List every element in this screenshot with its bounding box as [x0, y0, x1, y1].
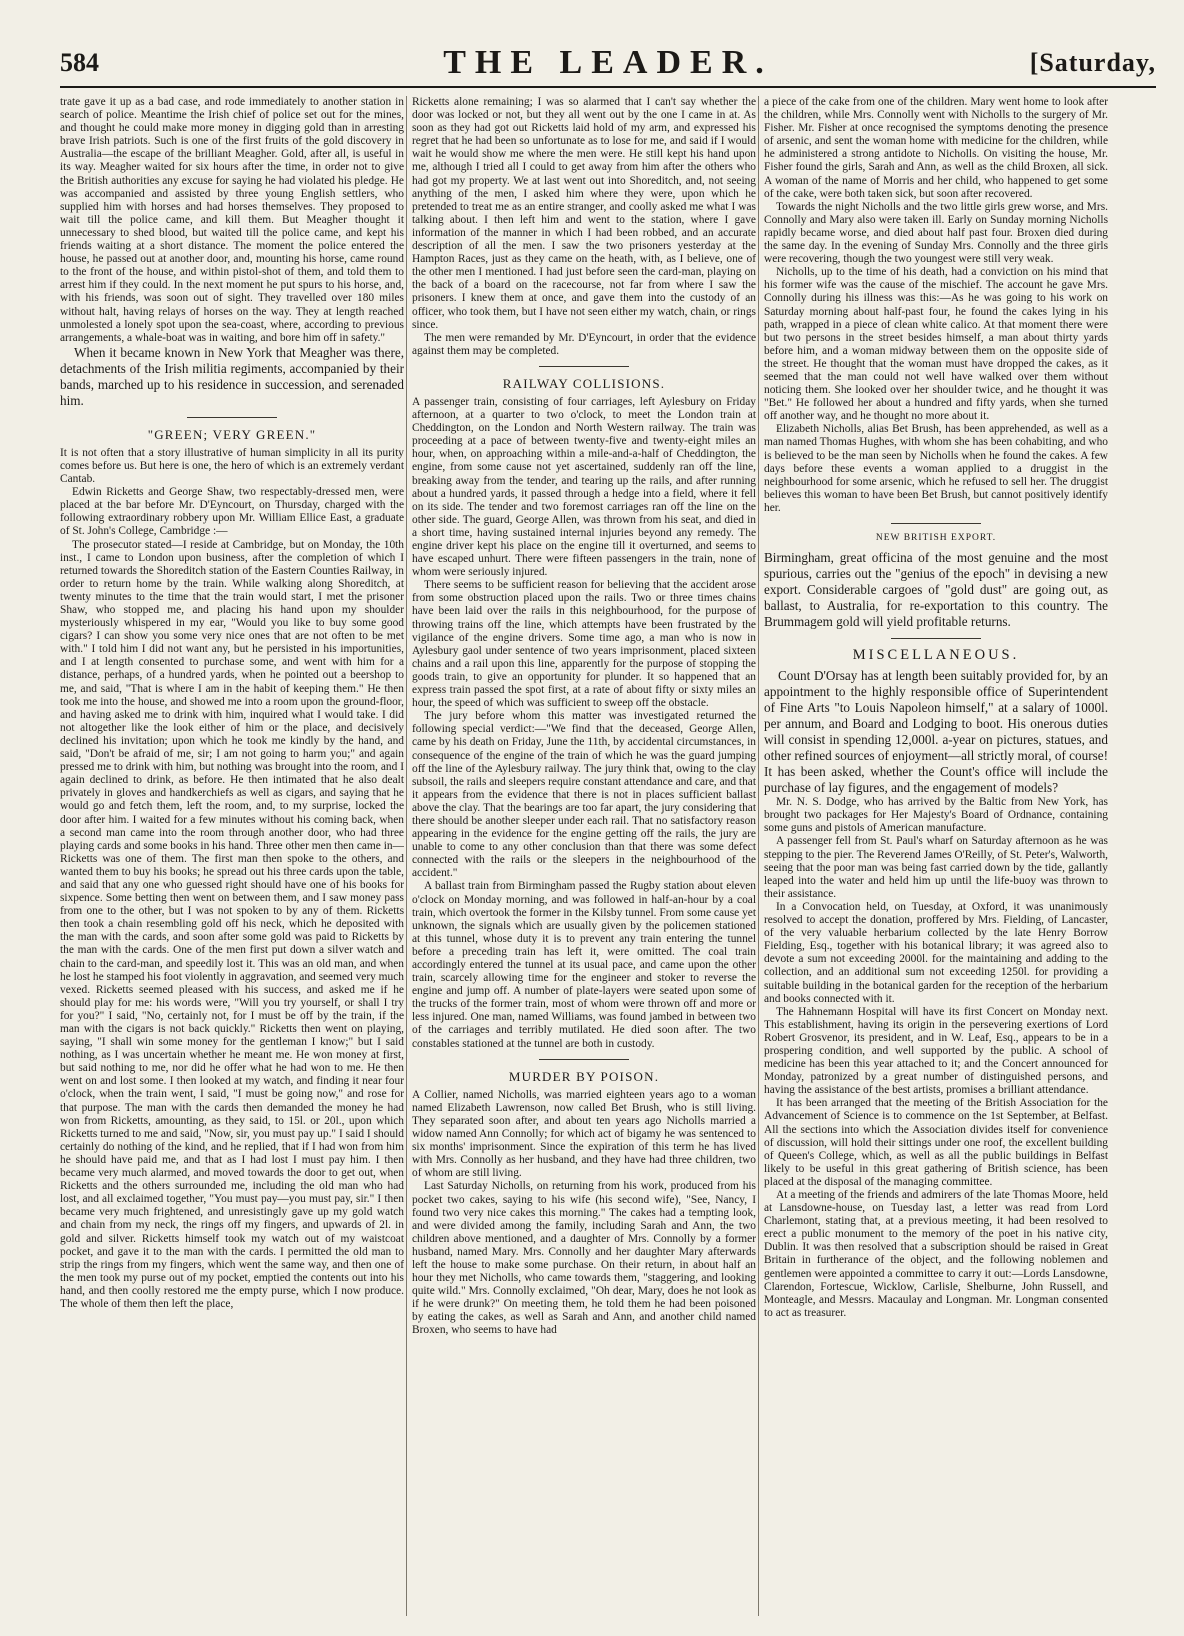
- section-rule: [891, 523, 981, 524]
- section-heading: "GREEN; VERY GREEN.": [147, 426, 317, 442]
- page-header: [60, 44, 1156, 88]
- article-paragraph: Birmingham, great officina of the most genuine and the most spurious, carries out the "genius of the epoch" in devising a new export. Considerable cargoes of "gold dust" are going out, as ballast, to Australia, for re-exportation to this country. The Brummagem gold will yield profitable returns.: [764, 550, 1108, 630]
- column-middle: [412, 96, 756, 1626]
- article-paragraph: trate gave it up as a bad case, and rode immediately to another station in search of police. Meantime the Irish chief of police set out for the mines, and thought he could make more money in digging gold than in arresting brave Irish patriots. Such is one of the first fruits of the gold discovery in Australia—the escape of the brilliant Meagher. Gold, after all, is useful in its way. Meagher waited for six hours after the time, in order not to give the British authorities any excuse for saying he had violated his pledge. He was accompanied and assisted by three young English settlers, who supplied him with horses and had horses themselves. They proposed to wait till the police came, and kill them. But Meagher thought it unnecessary to shed blood, but waited till the police came, and kept his friends waiting at a short distance. The moment the police entered the house, he passed out at another door, and, mounting his horse, came round to the front of the house, and within pistol-shot of them, and told them to arrest him if they could. In the next moment he put spurs to his horse, and, with his friends, was soon out of sight. They travelled over 180 miles without halt, having relays of horses on the way. They at length reached unmolested a lonely spot upon the sea-coast, where, according to previous arrangements, a whale-boat was in waiting, and bore him off in safety.": [60, 96, 404, 344]
- article-paragraph: Elizabeth Nicholls, alias Bet Brush, has been apprehended, as well as a man named Thomas Hughes, with whom she has been cohabiting, and who is believed to be the man seen by Nicholls when he found the cakes. A few days before these events a woman applied to a druggist in the neighbourhood for some arsenic, which he refused to sell her. The druggist believes this woman to have been Bet Brush, but cannot positively identify her.: [764, 423, 1108, 514]
- section-heading: RAILWAY COLLISIONS.: [502, 375, 666, 391]
- lead-paragraph-block: [764, 550, 1108, 630]
- section-rule: [891, 638, 981, 639]
- article-paragraph: The Hahnemann Hospital will have its first Concert on Monday next. This establishment, having its origin in the persevering exertions of Lord Robert Grosvenor, its president, and in W. Leaf, Esq., appears to be in a prospering condition, and well supported by the public. A school of medicine has been this year attached to it; and the Concert announced for Monday, patronized by a great number of distinguished persons, and having the assistance of the best artists, promises a brilliant attendance.: [764, 1005, 1108, 1097]
- article-paragraph: It has been arranged that the meeting of the British Association for the Advancement of Science is to commence on the 1st September, at Belfast. All the sections into which the Association divides itself for convenience of discussion, will hold their sittings under one roof, the excellent building of Queen's College, which, as well as all the public buildings in Belfast likely to be useful in this great gathering of British science, has been placed at the disposal of the managing committee.: [764, 1097, 1108, 1188]
- section-heading: MURDER BY POISON.: [508, 1068, 660, 1084]
- column-right: [764, 96, 1108, 1626]
- article-paragraph: In a Convocation held, on Tuesday, at Oxford, it was unanimously resolved to accept the donation, proffered by Mrs. Fielding, of Lancaster, of the very valuable herbarium collected by the late Henry Borrow Fielding, Esq., together with his botanical library; it was agreed also to devote a sum not exceeding 2000l. for the maintaining and adding to the collection, and an additional sum not exceeding 1250l. for providing a suitable building in the botanical garden for the reception of the herbarium and books connected with it.: [764, 900, 1108, 1005]
- article-paragraph: A passenger train, consisting of four carriages, left Aylesbury on Friday afternoon, at a quarter to two o'clock, to meet the London train at Cheddington, on the London and North Western railway. The train was proceeding at a pace of between twenty-five and twenty-eight miles an hour, when, on approaching within a mile-and-a-half of Cheddington, the engine, from some cause not yet ascertained, suddenly ran off the line, breaking away from the tender, and tearing up the rails, and after running about a hundred yards, it passed through a hedge into a field, where it fell on its side. The tender and two foremost carriages ran off the line on the other side. The guard, George Allen, was thrown from his seat, and died in a short time, having sustained internal injuries beyond any remedy. The engine driver kept his place on the engine till it overturned, and seems to have escaped unhurt. There were fifteen passengers in the train, none of whom were seriously injured.: [412, 395, 756, 579]
- column-divider: [406, 96, 407, 1616]
- section-rule: [539, 1059, 629, 1060]
- article-paragraph: At a meeting of the friends and admirers of the late Thomas Moore, held at Lansdowne-house, on Tuesday last, a letter was read from Lord Charlemont, stating that, at a previous meeting, it had been resolved to erect a public monument to the memory of the poet in his native city, Dublin. It was then resolved that a subscription should be raised in Great Britain in furtherance of the object, and the following noblemen and gentlemen were appointed a committee to carry it out:—Lords Lansdowne, Clarendon, Fortescue, Wicklow, Carlisle, Shelburne, John Russell, and Monteagle, and Messrs. Macaulay and Longman. Mr. Longman consented to act as treasurer.: [764, 1189, 1108, 1319]
- section-rule: [539, 366, 629, 367]
- article-paragraph: It is not often that a story illustrative of human simplicity in all its purity comes before us. But here is one, the hero of which is an extremely verdant Cantab.: [60, 446, 404, 486]
- article-paragraph: A ballast train from Birmingham passed the Rugby station about eleven o'clock on Monday morning, and was followed in half-an-hour by a coal train, which overtook the former in the Kilsby tunnel. From some cause yet unknown, the signals which are usually given by the policemen stationed at this tunnel, whose duty it is to prevent any train entering the tunnel before a preceding train has left it, were omitted. The coal train accordingly entered the tunnel at its usual pace, and came upon the other train, scarcely allowing time for the engineer and stoker to reverse the engine and jump off. A number of plate-layers were seated upon some of the trucks of the former train, most of whom were thrown off and more or less injured. One man, named Williams, was found jambed in between two of the carriages and terribly mutilated. He died soon after. The two constables stationed at the tunnel are both in custody.: [412, 880, 756, 1050]
- column-left: [60, 96, 404, 1626]
- article-paragraph: A passenger fell from St. Paul's wharf on Saturday afternoon as he was stepping to the pier. The Reverend James O'Reilly, of St. Peter's, Walworth, seeing that the poor man was being fast carried down by the tide, gallantly leaped into the water and held him up until the life-buoy was thrown to their assistance.: [764, 835, 1108, 900]
- article-paragraph: Ricketts alone remaining; I was so alarmed that I can't say whether the door was locked or not, but they all went out by the one I came in at. As soon as they had got out Ricketts laid hold of my arm, and expressed his regret that he had been so unfortunate as to lose for me, and said if I would wait he would show me where the men were. He still kept his hand upon me, although I tried all I could to get away from him after the others who had got my property. We at last went out into Shoreditch, and, not seeing anything of the men, I asked him where they were, upon which he pretended to treat me as an entire stranger, and coolly asked me what I was talking about. I then left him and went to the station, where I gave information of the manner in which I had been robbed, and an accurate description of all the men. I saw the two prisoners yesterday at the Hampton Races, just as they came on the heath, with, as I believe, one of the other men I mentioned. I had just before seen the card-man, playing on the back of a board on the racecourse, not far from where I saw the prisoners. I knew them at once, and gave them into the custody of an officer, who took them, but I have not seen either my watch, chain, or rings since.: [412, 96, 756, 331]
- header-rule: [60, 86, 1156, 88]
- column-divider: [758, 96, 759, 1616]
- section-heading: NEW BRITISH EXPORT.: [875, 533, 997, 543]
- section-rule: [187, 417, 277, 418]
- section-heading: MISCELLANEOUS.: [852, 647, 1020, 664]
- article-paragraph: The jury before whom this matter was investigated returned the following special verdict:—"We find that the deceased, George Allen, came by his death on Friday, June the 11th, by accidental circumstances, in consequence of the engine of the train of which he was the guard jumping off the line of the Aylesbury railway. The jury think that, owing to the clay subsoil, the rails and sleepers require constant attendance and care, and that it appears from the evidence that there is not in places sufficient ballast above the clay. That the bearings are too far apart, the jury considering that there should be another sleeper under each rail. That no satisfactory reason appearing in the evidence for the engine getting off the rails, the jury are unable to come to any other conclusion than that there was some defect connected with the rails or the sleepers in the neighbourhood of the accident.": [412, 710, 756, 880]
- article-paragraph: Last Saturday Nicholls, on returning from his work, produced from his pocket two cakes, saying to his wife (his second wife), "See, Nancy, I found two very nice cakes this morning." The cakes had a tempting look, and were divided among the family, including Sarah and Ann, the two children above mentioned, and a daughter of Mrs. Connolly by a former husband, named Mary. Mrs. Connolly and her daughter Mary afterwards left the house to make some purchase. On their return, in about half an hour they met Nicholls, who came towards them, "staggering, and looking quite wild." Mrs. Connolly exclaimed, "Oh dear, Mary, does he not look as if he were drunk?" On meeting them, he told them he had been poisoned by eating the cakes, as well as Sarah and Ann, and another child named Broxen, who seems to have had: [412, 1180, 756, 1337]
- lead-paragraph-block: [764, 668, 1108, 796]
- lead-paragraph-block: [60, 345, 404, 409]
- issue-day: [Saturday,: [1029, 48, 1156, 77]
- article-paragraph: When it became known in New York that Meagher was there, detachments of the Irish militia regiments, accompanied by their bands, marched up to his residence in succession, and serenaded him.: [60, 344, 404, 408]
- article-paragraph: Nicholls, up to the time of his death, had a conviction on his mind that his former wife was the cause of the mischief. The account he gave Mrs. Connolly during his illness was this:—As he was going to his work on Saturday morning about half-past four, he found the cakes lying in his path, wrapped in a piece of clean white calico. At that moment there were but two persons in the street besides himself, a man about thirty yards before him, and a woman midway between them on the opposite side of the street. He thought that the woman must have dropped the cakes, as it seemed that the man could not well have walked over them without noticing them. She looked over her shoulder twice, and he thought it was "Bet." He followed her about a hundred and fifty yards, when she turned off another way, and he thought no more about it.: [764, 266, 1108, 423]
- article-paragraph: The men were remanded by Mr. D'Eyncourt, in order that the evidence against them may be completed.: [412, 331, 756, 357]
- article-paragraph: Towards the night Nicholls and the two little girls grew worse, and Mrs. Connolly and Mary also were taken ill. Early on Sunday morning Nicholls rapidly became worse, and died about half past four. Broxen died during the same day. In the evening of Sunday Mrs. Connolly and the three girls were recovering, though the two youngest were still very weak.: [764, 200, 1108, 266]
- article-paragraph: Edwin Ricketts and George Shaw, two respectably-dressed men, were placed at the bar before Mr. D'Eyncourt, on Thursday, charged with the following extraordinary robbery upon Mr. William Ellice East, a graduate of St. John's College, Cambridge :—: [60, 486, 404, 538]
- article-paragraph: A Collier, named Nicholls, was married eighteen years ago to a woman named Elizabeth Lawrenson, now called Bet Brush, who is still living. They separated soon after, and about ten years ago Nicholls married a widow named Ann Connolly; for which act of bigamy he was sentenced to six months' imprisonment. Since the expiration of this term he has lived with Mrs. Connolly as her husband, and they have had three children, two of whom are still living.: [412, 1088, 756, 1180]
- masthead-title: THE LEADER.: [443, 44, 773, 81]
- article-paragraph: a piece of the cake from one of the children. Mary went home to look after the children, while Mrs. Connolly went with Nicholls to the surgery of Mr. Fisher. Mr. Fisher at once recognised the symptoms denoting the presence of arsenic, and sent the woman home with medicine for the children, while he administered a strong antidote to Nicholls. On visiting the house, Mr. Fisher found the girls, Sarah and Ann, as well as the child Broxen, all sick. A woman of the name of Morris and her child, who happened to get some of the cake, were both taken sick, but soon after recovered.: [764, 96, 1108, 200]
- article-paragraph: Count D'Orsay has at length been suitably provided for, by an appointment to the highly responsible office of Superintendent of Fine Arts "to Louis Napoleon himself," at a salary of 1000l. per annum, and Board and Lodging to boot. His onerous duties will consist in spending 12,000l. a-year on pictures, statues, and other refined sources of enjoyment—all strictly moral, of course! It has been asked, whether the Count's office will include the purchase of lay figures, and the engagement of models?: [764, 668, 1108, 796]
- article-paragraph: There seems to be sufficient reason for believing that the accident arose from some obstruction placed upon the rails. Two or three times chains have been laid over the rails in this neighbourhood, for the purpose of throwing trains off the line, which attempts have been frustrated by the vigilance of the engine drivers. Some time ago, a man who is now in Aylesbury gaol under sentence of two years imprisonment, placed sixteen chains and a rail upon this line, apparently for the purpose of stopping the goods train, to give an opportunity for plunder. It so happened that an express train passed the spot first, at a rate of about fifty or sixty miles an hour, the speed of which was sufficient to sweep off the obstacle.: [412, 579, 756, 710]
- article-paragraph: Mr. N. S. Dodge, who has arrived by the Baltic from New York, has brought two packages for Her Majesty's Board of Ordnance, containing some guns and pistols of American manufacture.: [764, 796, 1108, 835]
- page-number: 584: [60, 48, 99, 77]
- article-paragraph: The prosecutor stated—I reside at Cambridge, but on Monday, the 10th inst., I came to London upon business, after the completion of which I returned towards the Shoreditch station of the Eastern Counties Railway, in order to return home by the train. While walking along Shoreditch, at twenty minutes to the time that the train would start, I met the prisoner Shaw, who stopped me, and placing his hand upon my shoulder mysteriously whispered in my ear, "Would you like to buy some good cigars? I can show you some very nice ones that are not often to be met with." I told him I did not want any, but he persisted in his importunities, and I at length consented to purchase some, and went with him for a distance, perhaps, of a hundred yards, when he pointed out a beershop to me, and said, "That is where I am in the habit of keeping them." He then took me into the house, and showed me into a room upon the ground-floor, and having asked me to drink with him, inquired what I would take. I did not altogether like the look either of him or the place, and decisively declined his invitation; upon which he took me kindly by the hand, and said, "Don't be afraid of me, sir; I am not going to harm you;" and again pressed me to drink with him, but nothing was brought into the room, and I again declined to drink, as before. He then intimated that he also dealt privately in gloves and handkerchiefs as well as cigars, and saying that he would go and fetch them, left the room, and, to my surprise, locked the door after him. I waited for a few minutes without his coming back, when a second man came into the room through another door, who had three playing cards and some books in his hand. Three other men then came in—Ricketts was one of them. The first man then spoke to the others, and wanted them to buy his books; he spread out his three cards upon the table, and said that any one who guessed right should have one of his books for sixpence. Some betting then went on between them, and I saw money pass from one to the other, but I was not spoken to by any of them. Ricketts then took a chain resembling gold off his neck, which he deposited with the man with the cards, and soon after some gold was paid to Ricketts by the man with the cards. One of the men first put down a silver watch and chain to the card-man, and speedily lost it. This was an old man, and when he lost he stamped his foot violently in aggravation, and seemed very much vexed. Ricketts seemed pleased with his success, and asked me if he should play for me: his words were, "Will you try yourself, or shall I try for you?" I said, "No, certainly not, for I must be off by the train, if the man with the cigars is not back quickly." Ricketts then went on playing, saying, "I shall win some money for the gentleman I know;" but I said nothing, as I was uncertain whether he meant me. He won money at first, but said nothing to me, nor did he offer what he had won to me. He then went on and lost some. I then looked at my watch, and finding it near four o'clock, when the train went, I said, "I must be going now," and rose for that purpose. The man with the cards then demanded the money he had won from Ricketts, amounting, as they said, to 15l. or 20l., upon which Ricketts turned to me and said, "Now, sir, you must pay up." I said I should certainly do nothing of the kind, and he replied, that if I had won from him he should have paid me, and that as I had lost I must pay him. I then became very much alarmed, and moved towards the door to get out, when Ricketts and the others surrounded me, including the old man who had lost, and all exclaimed together, "You must pay—you must pay, sir." I then became very much frightened, and unresistingly gave up my gold watch and chain from my neck, the rings off my fingers, and upwards of 2l. in gold and silver. Ricketts himself took my watch out of my waistcoat pocket, and gave it to the man with the cards. I permitted the old man to strip the rings from my fingers, which went the same way, and then one of the men took my purse out of my pocket, emptied the contents out into his hand, and then coolly restored me the empty purse, which I now produce. The whole of them then left the place,: [60, 538, 404, 1310]
